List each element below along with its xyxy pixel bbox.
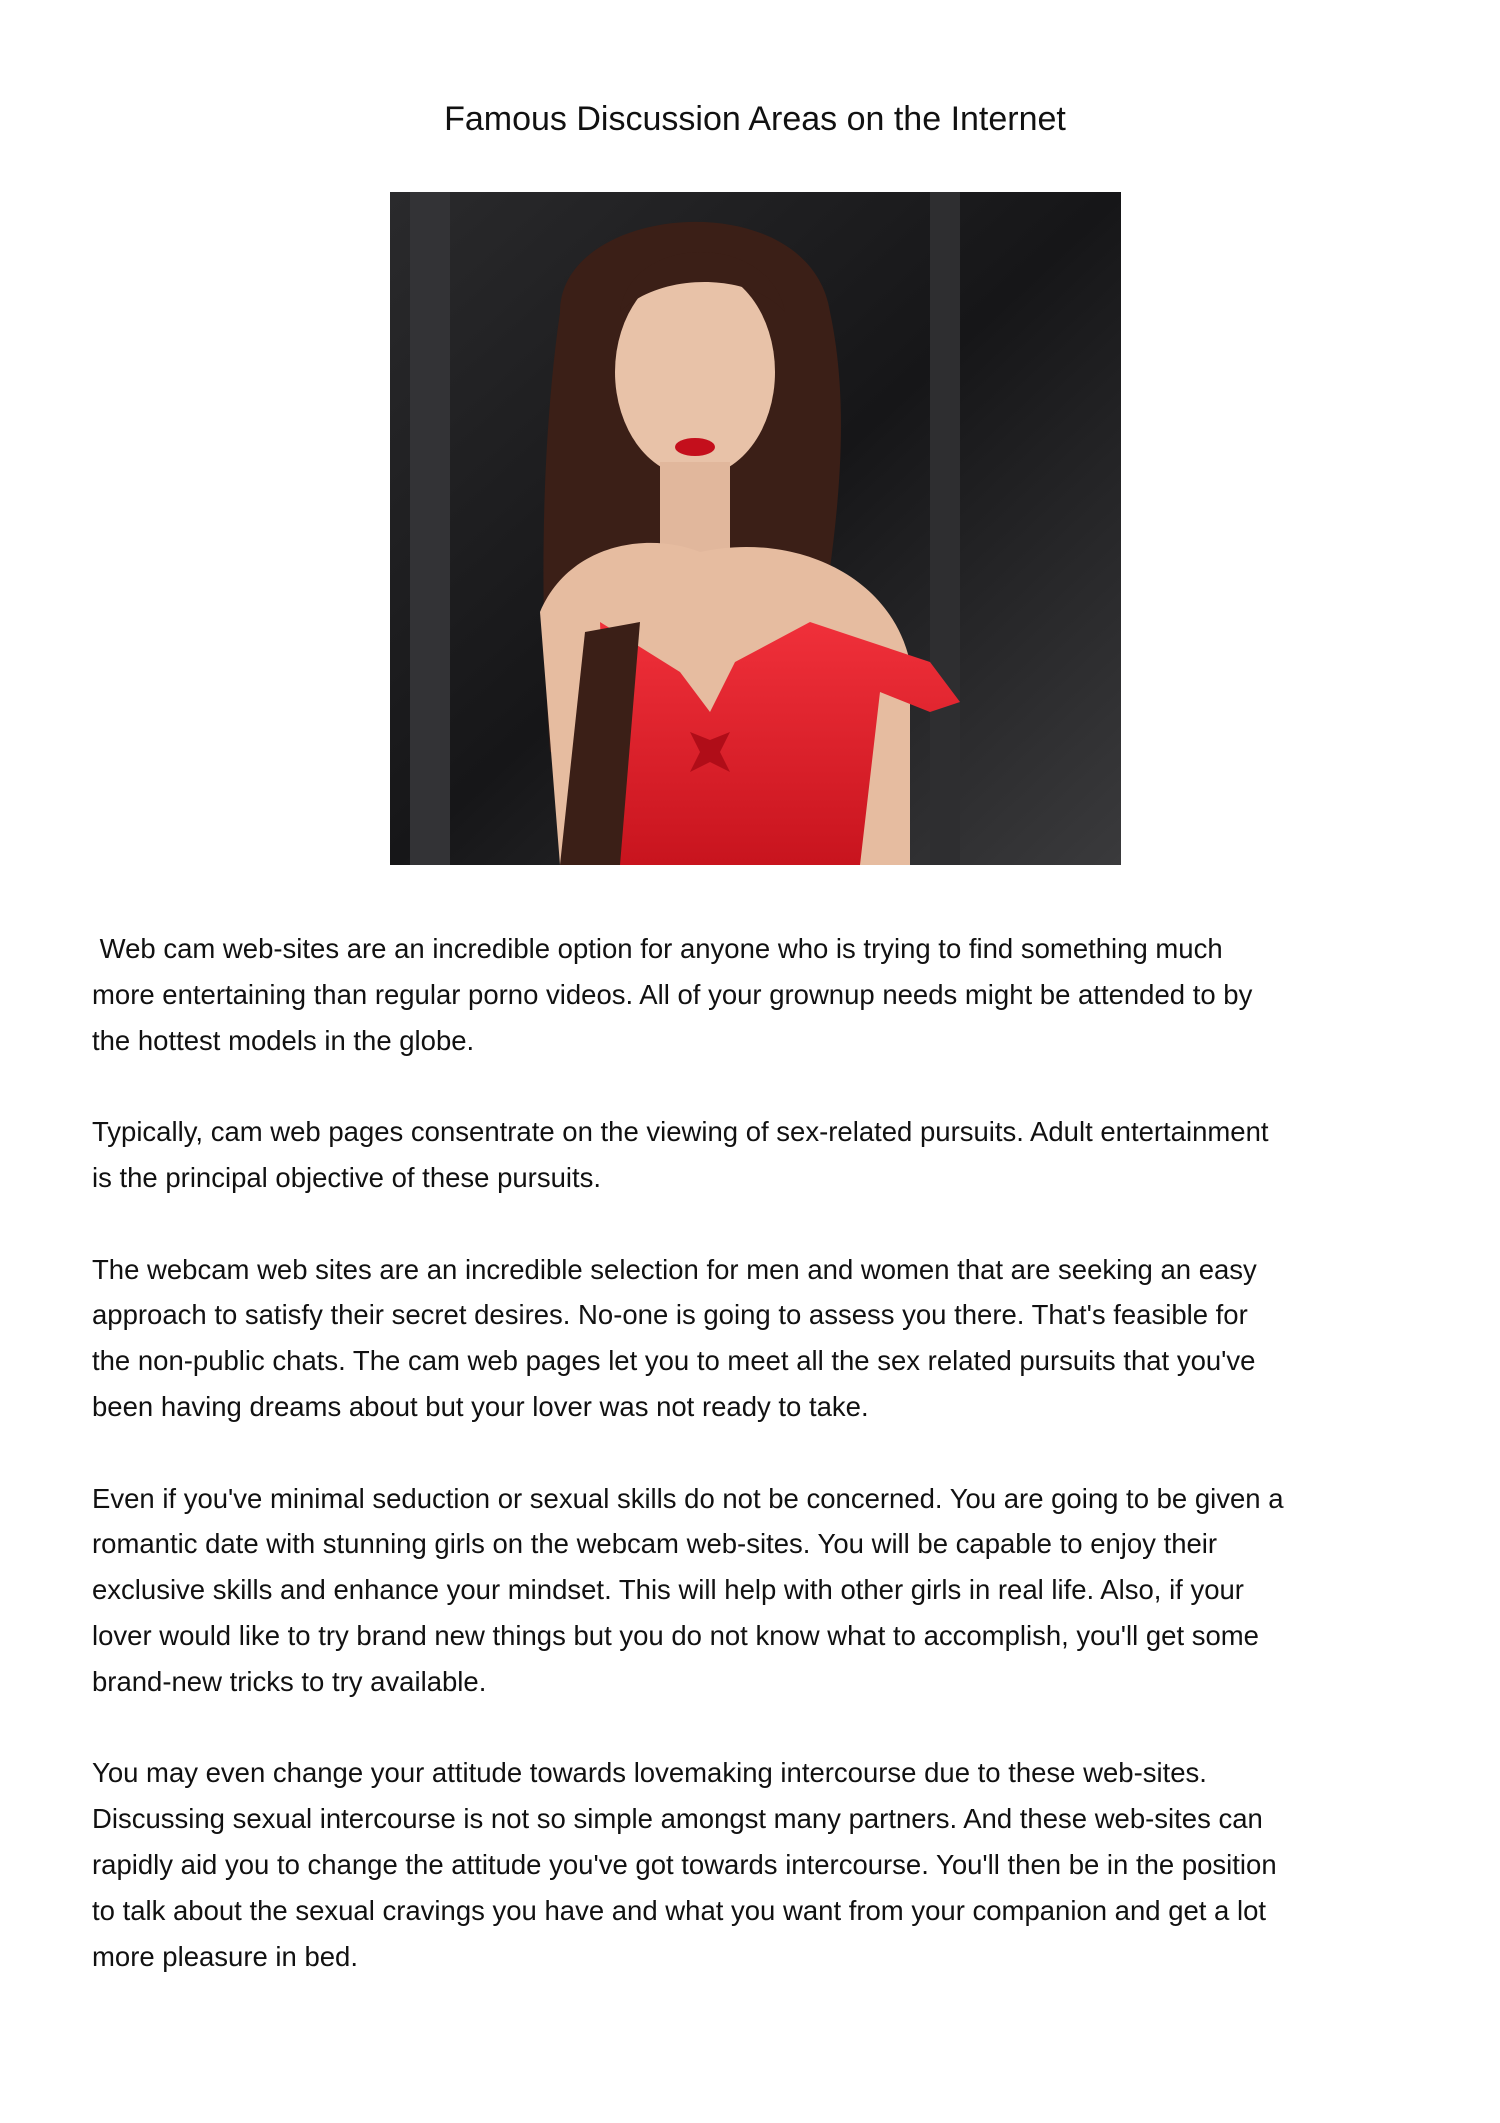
text-line: brand-new tricks to try available. (92, 1665, 487, 1697)
paragraph-5 (92, 1750, 1432, 1979)
text-line: You may even change your attitude towards lovemaking intercourse due to these web-sites. (92, 1757, 1207, 1789)
text-line: Typically, cam web pages consentrate on the viewing of sex-related pursuits. Adult entertainment (92, 1116, 1269, 1148)
text-line: been having dreams about but your lover was not ready to take. (92, 1390, 869, 1422)
text-line: exclusive skills and enhance your mindset. This will help with other girls in real life. Also, if your (92, 1574, 1244, 1606)
page-title: Famous Discussion Areas on the Internet (444, 100, 1066, 138)
text-line: the non-public chats. The cam web pages let you to meet all the sex related pursuits that you've (92, 1345, 1256, 1377)
text-line: lover would like to try brand new things but you do not know what to accomplish, you'll get some (92, 1619, 1259, 1651)
text-line: Even if you've minimal seduction or sexual skills do not be concerned. You are going to be given a (92, 1482, 1284, 1514)
text-line: rapidly aid you to change the attitude you've got towards intercourse. You'll then be in the position (92, 1848, 1277, 1880)
text-line: romantic date with stunning girls on the webcam web-sites. You will be capable to enjoy their (92, 1528, 1218, 1560)
text-line: the hottest models in the globe. (92, 1024, 475, 1056)
paragraph-2 (92, 1109, 1432, 1201)
text-line: Web cam web-sites are an incredible option for anyone who is trying to find something much (92, 933, 1223, 964)
text-line: more entertaining than regular porno videos. All of your grownup needs might be attended to by (92, 978, 1253, 1010)
text-line: Discussing sexual intercourse is not so simple amongst many partners. And these web-sites can (92, 1803, 1263, 1835)
photo (390, 192, 1121, 865)
paragraph-4 (92, 1476, 1432, 1705)
text-line: more pleasure in bed. (92, 1940, 358, 1972)
paragraph-3 (92, 1247, 1432, 1430)
paragraph-1 (92, 926, 1432, 1063)
text-line: approach to satisfy their secret desires. No-one is going to assess you there. That's feasible for (92, 1299, 1248, 1331)
text-line: The webcam web sites are an incredible selection for men and women that are seeking an easy (92, 1253, 1257, 1285)
text-line: to talk about the sexual cravings you have and what you want from your companion and get a lot (92, 1894, 1267, 1926)
photo-illustration (390, 192, 1121, 865)
article-body (92, 926, 1432, 2025)
text-line: is the principal objective of these pursuits. (92, 1161, 602, 1193)
